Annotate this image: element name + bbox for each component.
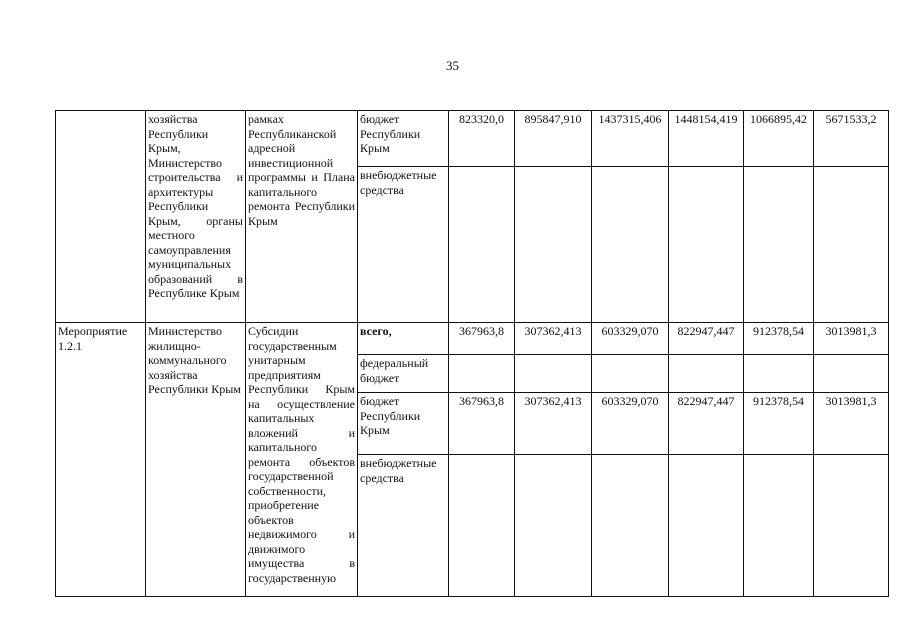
value-cell: [744, 455, 814, 597]
value-cell: 367963,8: [449, 323, 515, 355]
value-cell: [814, 455, 889, 597]
value-cell: 912378,54: [744, 323, 814, 355]
value-cell: [449, 355, 515, 393]
value-cell: 895847,910: [515, 111, 592, 167]
value-cell: [669, 167, 744, 323]
value-cell: 603329,070: [592, 393, 669, 455]
value-cell: [814, 167, 889, 323]
value-cell: 823320,0: [449, 111, 515, 167]
source-cell: внебюджетные средства: [358, 167, 449, 323]
value-cell: [814, 355, 889, 393]
source-cell: бюджет Республики Крым: [358, 393, 449, 455]
page-number: 35: [446, 58, 459, 73]
value-cell: [669, 455, 744, 597]
value-cell: [449, 167, 515, 323]
value-cell: [669, 355, 744, 393]
value-cell: 367963,8: [449, 393, 515, 455]
value-cell: [515, 355, 592, 393]
event-cell: Мероприятие 1.2.1: [56, 323, 146, 597]
source-cell: внебюджетные средства: [358, 455, 449, 597]
description-cell: рамках Республиканской адресной инвестиционной программы и Плана капитального ремонта Республики Крым: [246, 111, 358, 323]
executor-cell: хозяйства Республики Крым, Министерство строительства и архитектуры Республики Крым, органы местного самоуправления муниципальных образований в Республике Крым: [146, 111, 246, 323]
value-cell: 3013981,3: [814, 393, 889, 455]
value-cell: [515, 455, 592, 597]
value-cell: 603329,070: [592, 323, 669, 355]
event-cell: [56, 111, 146, 323]
source-cell: федеральный бюджет: [358, 355, 449, 393]
value-cell: 3013981,3: [814, 323, 889, 355]
value-cell: 822947,447: [669, 323, 744, 355]
value-cell: [449, 455, 515, 597]
value-cell: 822947,447: [669, 393, 744, 455]
executor-cell: Министерство жилищно-коммунального хозяйства Республики Крым: [146, 323, 246, 597]
value-cell: 1437315,406: [592, 111, 669, 167]
value-cell: 1066895,42: [744, 111, 814, 167]
value-cell: 1448154,419: [669, 111, 744, 167]
value-cell: [744, 355, 814, 393]
value-cell: [744, 167, 814, 323]
value-cell: 5671533,2: [814, 111, 889, 167]
value-cell: 307362,413: [515, 323, 592, 355]
value-cell: [592, 455, 669, 597]
value-cell: [515, 167, 592, 323]
budget-table: [55, 110, 889, 597]
table-row: [56, 111, 889, 167]
description-cell: Субсидии государственным унитарным предприятиям Республики Крым на осуществление капитальных вложений и капитального ремонта объектов государственной собственности, приобретение объектов недвижимого и движимого имущества в государственную: [246, 323, 358, 597]
value-cell: [592, 355, 669, 393]
source-cell: бюджет Республики Крым: [358, 111, 449, 167]
source-cell: всего,: [358, 323, 449, 355]
value-cell: 912378,54: [744, 393, 814, 455]
table-row: [56, 323, 889, 355]
value-cell: 307362,413: [515, 393, 592, 455]
value-cell: [592, 167, 669, 323]
